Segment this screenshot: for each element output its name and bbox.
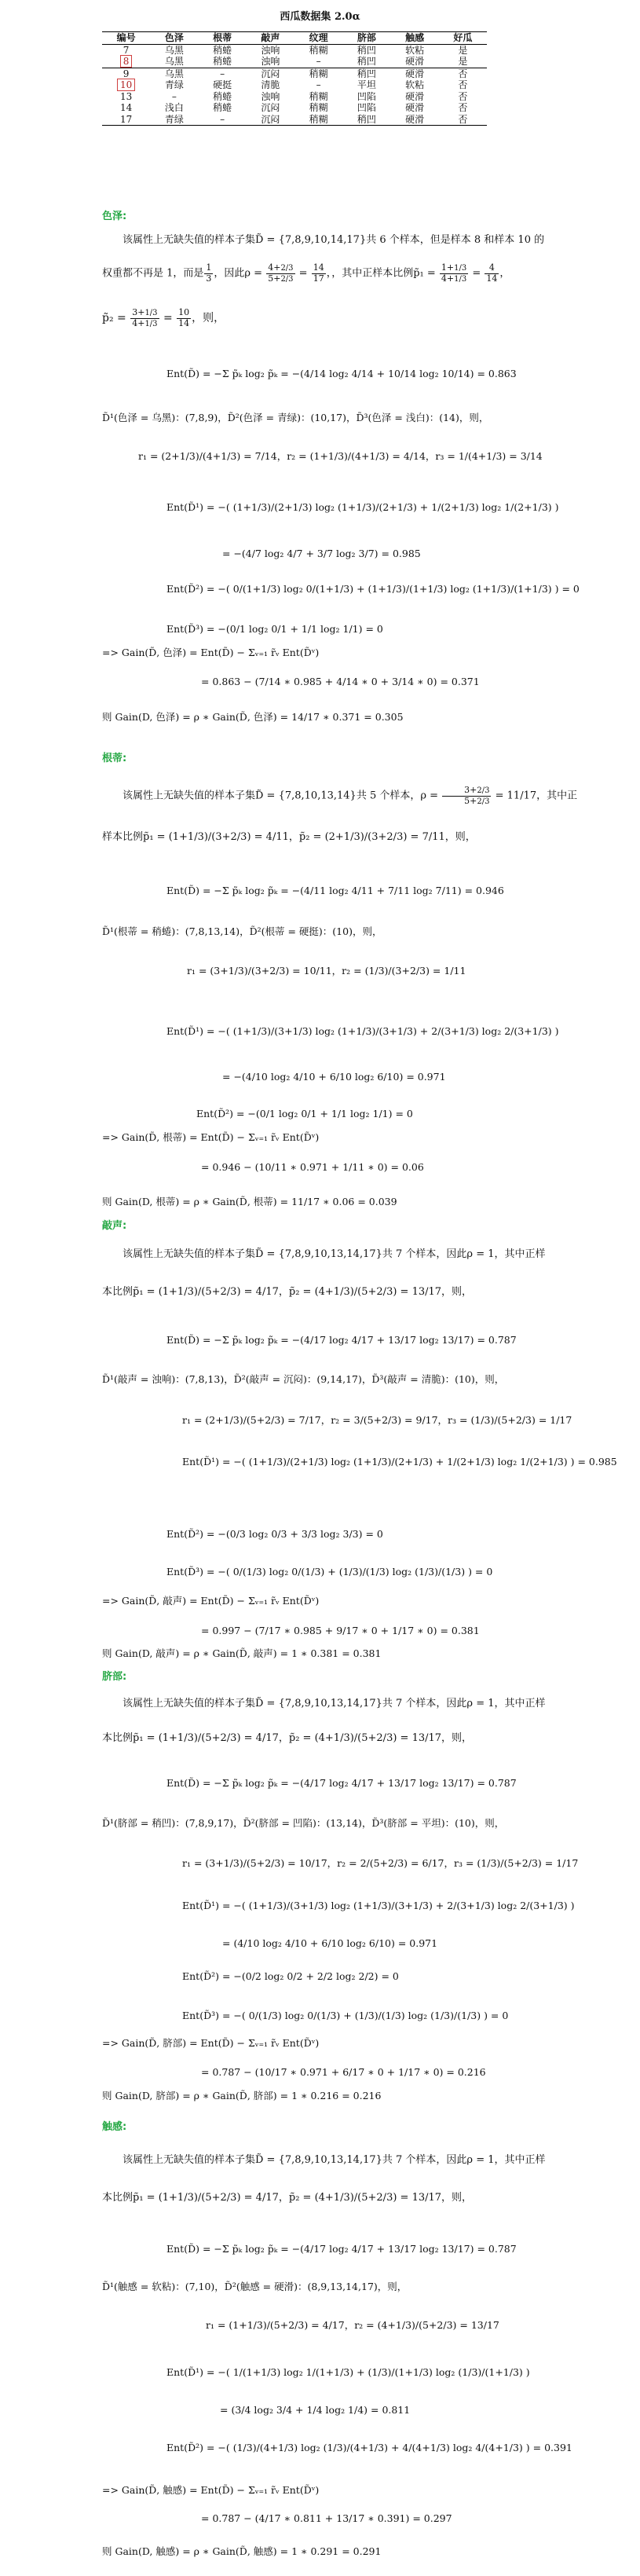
table-cell: 平坦 xyxy=(357,79,376,90)
color-ent-sub1-result: = −(4/7 log₂ 4/7 + 3/7 log₂ 3/7) = 0.985 xyxy=(222,548,421,559)
color-p2-label: p̃₂ = xyxy=(102,312,126,325)
table-cell: 稍糊 xyxy=(309,44,328,56)
touch-gain-formula: => Gain(D̃, 触感) = Ent(D̃) − Σᵥ₌₁ r̃ᵥ Ent(D̃ᵛ) xyxy=(102,2484,320,2496)
table-row xyxy=(102,56,487,68)
sound-gain-value: = 0.997 − (7/17 ∗ 0.985 + 9/17 ∗ 0 + 1/17 ∗ 0) = 0.381 xyxy=(201,1625,480,1636)
table-row xyxy=(102,68,487,79)
root-intro-text: 该属性上无缺失值的样本子集D̃ = {7,8,10,13,14}共 5 个样本，ρ = xyxy=(123,790,439,802)
table-header-cell: 纹理 xyxy=(309,32,328,43)
table-cell: 是 xyxy=(458,44,468,56)
navel-ent-sub1-result: = (4/10 log₂ 4/10 + 6/10 log₂ 6/10) = 0.971 xyxy=(222,1937,438,1949)
table-cell: 14 xyxy=(119,102,133,113)
table-cell: 稍糊 xyxy=(309,68,328,79)
color-ent-sub2: Ent(D̃²) = −( 0/(1+1/3) log₂ 0/(1+1/3) + (1+1/3)/(1+1/3) log₂ (1+1/3)/(1+1/3) ) = 0 xyxy=(166,583,580,595)
table-row xyxy=(102,79,487,91)
table-header-cell: 触感 xyxy=(405,32,425,43)
table-cell: – xyxy=(171,90,177,102)
table-cell: 9 xyxy=(123,68,130,79)
touch-subsets: D̃¹(触感 = 软粘)：(7,10)，D̃²(触感 = 硬滑)：(8,9,13,14,17)，则， xyxy=(102,2281,408,2292)
table-header-cell: 敲声 xyxy=(261,32,280,43)
table-row xyxy=(102,102,487,114)
table-cell: 17 xyxy=(102,114,150,126)
table-cell xyxy=(102,79,150,91)
table-cell: 稍蜷 xyxy=(213,102,232,113)
table-header-cell: 色泽 xyxy=(164,32,184,43)
sound-ent-sub3: Ent(D̃³) = −( 0/(1/3) log₂ 0/(1/3) + (1/3)/(1/3) log₂ (1/3)/(1/3) ) = 0 xyxy=(166,1566,493,1577)
section-heading-sound: 敲声: xyxy=(102,1220,127,1232)
color-ent-sub1: Ent(D̃¹) = −( (1+1/3)/(2+1/3) log₂ (1+1/3)/(2+1/3) + 1/(2+1/3) log₂ 1/(2+1/3) ) xyxy=(166,501,559,513)
color-subsets: D̃¹(色泽 = 乌黑)：(7,8,9)，D̃²(色泽 = 青绿)：(10,17)，D̃³(色泽 = 浅白)：(14)，则， xyxy=(102,412,489,423)
root-gain-formula: => Gain(D̃, 根蒂) = Ent(D̃) − Σᵥ₌₁ r̃ᵥ Ent(D̃ᵛ) xyxy=(102,1131,320,1143)
table-cell: – xyxy=(199,114,247,126)
table-cell: 浊响 xyxy=(247,56,294,68)
table-cell: 凹陷 xyxy=(357,90,376,102)
table-cell: 浅白 xyxy=(164,102,184,113)
root-ent-sub2: Ent(D̃²) = −(0/1 log₂ 0/1 + 1/1 log₂ 1/1) = 0 xyxy=(196,1108,413,1119)
table-cell: 稍凹 xyxy=(357,68,376,79)
table-cell: 青绿 xyxy=(150,114,198,126)
highlighted-id: 8 xyxy=(120,55,133,68)
root-ratios: r₁ = (3+1/3)/(3+2/3) = 10/11，r₂ = (1/3)/(3+2/3) = 1/11 xyxy=(187,965,466,977)
touch-ent-sub1: Ent(D̃¹) = −( 1/(1+1/3) log₂ 1/(1+1/3) + (1/3)/(1+1/3) log₂ (1/3)/(1+1/3) ) xyxy=(166,2366,530,2378)
table-cell: 硬滑 xyxy=(405,102,425,113)
table-cell: 稍蜷 xyxy=(213,44,232,56)
sound-ent-sub1: Ent(D̃¹) = −( (1+1/3)/(2+1/3) log₂ (1+1/3)/(2+1/3) + 1/(2+1/3) log₂ 1/(2+1/3) ) = 0.985 xyxy=(182,1456,617,1468)
sound-ratios: r₁ = (2+1/3)/(5+2/3) = 7/17，r₂ = 3/(5+2/3) = 9/17，r₃ = (1/3)/(5+2/3) = 1/17 xyxy=(182,1414,572,1426)
navel-ent-total: Ent(D̃) = −Σ p̃ₖ log₂ p̃ₖ = −(4/17 log₂ 4/17 + 13/17 log₂ 13/17) = 0.787 xyxy=(166,1777,517,1789)
table-cell: 软粘 xyxy=(405,44,425,56)
sound-subsets: D̃¹(敲声 = 浊响)：(7,8,13)，D̃²(敲声 = 沉闷)：(9,14,17)，D̃³(敲声 = 清脆)：(10)，则， xyxy=(102,1373,505,1385)
table-cell: 凹陷 xyxy=(357,102,376,113)
table-cell: 稍糊 xyxy=(309,90,328,102)
root-intro-tail: = 11/17，其中正 xyxy=(495,790,578,802)
table-cell: 稍凹 xyxy=(342,56,390,68)
navel-ratios: r₁ = (3+1/3)/(5+2/3) = 10/17，r₂ = 2/(5+2/3) = 6/17，r₃ = (1/3)/(5+2/3) = 1/17 xyxy=(182,1857,579,1869)
navel-gain-value: = 0.787 − (10/17 ∗ 0.971 + 6/17 ∗ 0 + 1/17 ∗ 0) = 0.216 xyxy=(201,2066,486,2078)
navel-subsets: D̃¹(脐部 = 稍凹)：(7,8,9,17)，D̃²(脐部 = 凹陷)：(13,14)，D̃³(脐部 = 平坦)：(10)，则， xyxy=(102,1817,505,1829)
sound-intro: 该属性上无缺失值的样本子集D̃ = {7,8,9,10,13,14,17}共 7 个样本，因此ρ = 1，其中正样 xyxy=(123,1248,546,1260)
table-cell: 硬滑 xyxy=(405,68,425,79)
touch-ent-total: Ent(D̃) = −Σ p̃ₖ log₂ p̃ₖ = −(4/17 log₂ 4/17 + 13/17 log₂ 13/17) = 0.787 xyxy=(166,2243,517,2255)
touch-ratios: r₁ = (1+1/3)/(5+2/3) = 4/17，r₂ = (4+1/3)/(5+2/3) = 13/17 xyxy=(206,2319,499,2331)
navel-ent-sub3: Ent(D̃³) = −( 0/(1/3) log₂ 0/(1/3) + (1/3)/(1/3) log₂ (1/3)/(1/3) ) = 0 xyxy=(182,2010,509,2021)
table-cell: 稍蜷 xyxy=(199,56,247,68)
section-heading-touch: 触感: xyxy=(102,2121,127,2133)
navel-intro-line2: 本比例p̃₁ = (1+1/3)/(5+2/3) = 4/17，p̃₂ = (4+1/3)/(5+2/3) = 13/17，则， xyxy=(102,1732,473,1744)
color-intro-part3: ，其中正样本比例p̃₁ = xyxy=(331,267,436,280)
sound-ent-sub2: Ent(D̃²) = −(0/3 log₂ 0/3 + 3/3 log₂ 3/3) = 0 xyxy=(166,1528,383,1540)
table-row xyxy=(102,44,487,56)
table-cell: 软粘 xyxy=(405,79,425,90)
touch-intro: 该属性上无缺失值的样本子集D̃ = {7,8,9,10,13,14,17}共 7 个样本，因此ρ = 1，其中正样 xyxy=(123,2154,546,2166)
table-cell: 青绿 xyxy=(164,79,184,90)
sound-gain-formula: => Gain(D̃, 敲声) = Ent(D̃) − Σᵥ₌₁ r̃ᵥ Ent(D̃ᵛ) xyxy=(102,1595,320,1607)
table-header-row xyxy=(102,32,487,45)
table-cell: 7 xyxy=(123,44,130,56)
section-heading-root: 根蒂: xyxy=(102,753,127,764)
table-cell: 稍凹 xyxy=(357,44,376,56)
touch-ent-sub1-result: = (3/4 log₂ 3/4 + 1/4 log₂ 1/4) = 0.811 xyxy=(220,2404,411,2416)
navel-ent-sub1: Ent(D̃¹) = −( (1+1/3)/(3+1/3) log₂ (1+1/3)/(3+1/3) + 2/(3+1/3) log₂ 2/(3+1/3) ) xyxy=(182,1900,575,1911)
table-cell: 浊响 xyxy=(261,90,280,102)
root-ent-sub1-result: = −(4/10 log₂ 4/10 + 6/10 log₂ 6/10) = 0.971 xyxy=(222,1071,446,1083)
root-intro: 该属性上无缺失值的样本子集D̃ = {7,8,10,13,14}共 5 个样本，ρ = $\frac{3+2/3}{5+2/3}$ = 11/17，其中正 xyxy=(123,785,578,806)
table-body xyxy=(102,44,487,126)
table-header-cell: 编号 xyxy=(116,32,136,43)
table-cell: 乌黑 xyxy=(164,44,184,56)
sound-ent-total: Ent(D̃) = −Σ p̃ₖ log₂ p̃ₖ = −(4/17 log₂ 4/17 + 13/17 log₂ 13/17) = 0.787 xyxy=(166,1334,517,1346)
table-cell: 否 xyxy=(458,90,468,102)
navel-intro: 该属性上无缺失值的样本子集D̃ = {7,8,9,10,13,14,17}共 7 个样本，因此ρ = 1，其中正样 xyxy=(123,1698,546,1709)
touch-ent-sub2: Ent(D̃²) = −( (1/3)/(4+1/3) log₂ (1/3)/(4+1/3) + 4/(4+1/3) log₂ 4/(4+1/3) ) = 0.391 xyxy=(166,2442,572,2453)
table-cell: 否 xyxy=(458,102,468,113)
root-ent-total: Ent(D̃) = −Σ p̃ₖ log₂ p̃ₖ = −(4/11 log₂ 4/11 + 7/11 log₂ 7/11) = 0.946 xyxy=(166,885,504,896)
root-subsets: D̃¹(根蒂 = 稍蜷)：(7,8,13,14)，D̃²(根蒂 = 硬挺)：(10)，则， xyxy=(102,925,382,937)
touch-final-gain: 则 Gain(D, 触感) = ρ ∗ Gain(D̃, 触感) = 1 ∗ 0.291 = 0.291 xyxy=(102,2545,382,2557)
table-cell: 乌黑 xyxy=(164,68,184,79)
table-cell: – xyxy=(220,68,225,79)
table-header-cell: 好瓜 xyxy=(453,32,473,43)
table-cell: – xyxy=(294,56,342,68)
table-cell: – xyxy=(316,79,321,90)
root-ent-sub1: Ent(D̃¹) = −( (1+1/3)/(3+1/3) log₂ (1+1/3)/(3+1/3) + 2/(3+1/3) log₂ 2/(3+1/3) ) xyxy=(166,1025,559,1037)
color-ratios: r₁ = (2+1/3)/(4+1/3) = 7/14，r₂ = (1+1/3)/(4+1/3) = 4/14，r₃ = 1/(4+1/3) = 3/14 xyxy=(138,450,543,462)
table-cell: 乌黑 xyxy=(150,56,198,68)
table-row xyxy=(102,114,487,126)
color-final-gain: 则 Gain(D, 色泽) = ρ ∗ Gain(D̃, 色泽) = 14/17 ∗ 0.371 = 0.305 xyxy=(102,711,404,723)
touch-gain-value: = 0.787 − (4/17 ∗ 0.811 + 13/17 ∗ 0.391) = 0.297 xyxy=(201,2512,452,2524)
color-gain-formula: => Gain(D̃, 色泽) = Ent(D̃) − Σᵥ₌₁ r̃ᵥ Ent(D̃ᵛ) xyxy=(102,647,320,658)
root-intro-line2: 样本比例p̃₁ = (1+1/3)/(3+2/3) = 4/11，p̃₂ = (2+1/3)/(3+2/3) = 7/11，则， xyxy=(102,831,476,843)
color-intro-part2: ，因此ρ = xyxy=(214,267,263,280)
root-gain-value: = 0.946 − (10/11 ∗ 0.971 + 1/11 ∗ 0) = 0.06 xyxy=(201,1161,424,1173)
color-intro-line2: 权重都不再是 1，而是 $\frac{1}{3}$ ，因此ρ = $\frac{4+2/3}{5+2/3}$ = $\frac{14}{17}$ ，，其中正样本比例p̃₁ = $\frac{1+1/3}{4+1/3}$ = $\frac{4}{14}$ ， xyxy=(102,262,510,284)
table-header-cell: 脐部 xyxy=(357,32,376,43)
navel-gain-formula: => Gain(D̃, 脐部) = Ent(D̃) − Σᵥ₌₁ r̃ᵥ Ent(D̃ᵛ) xyxy=(102,2037,320,2049)
highlighted-id: 10 xyxy=(117,79,135,91)
table-row xyxy=(102,91,487,103)
navel-ent-sub2: Ent(D̃²) = −(0/2 log₂ 0/2 + 2/2 log₂ 2/2) = 0 xyxy=(182,1970,399,1982)
table-cell xyxy=(102,56,150,68)
table-cell: 清脆 xyxy=(261,79,280,90)
section-heading-color: 色泽: xyxy=(102,211,127,222)
color-intro: 该属性上无缺失值的样本子集D̃ = {7,8,9,10,14,17}共 6 个样本，但是样本 8 和样本 10 的 xyxy=(123,234,545,246)
table-header-cell: 根蒂 xyxy=(213,32,232,43)
table-cell: 硬滑 xyxy=(405,90,425,102)
color-ent-sub3: Ent(D̃³) = −(0/1 log₂ 0/1 + 1/1 log₂ 1/1) = 0 xyxy=(166,623,383,635)
color-p2: p̃₂ = $\frac{3+1/3}{4+1/3}$ = $\frac{10}{14}$ ，则， xyxy=(102,307,225,328)
table-cell: 稍糊 xyxy=(309,102,328,113)
table-cell: 硬滑 xyxy=(391,56,439,68)
table-cell: 稍糊 xyxy=(294,114,342,126)
table-cell: 否 xyxy=(458,68,468,79)
table-cell: 稍蜷 xyxy=(213,90,232,102)
color-intro-part1: 权重都不再是 1，而是 xyxy=(102,267,204,280)
table-cell: 否 xyxy=(439,114,487,126)
color-gain-value: = 0.863 − (7/14 ∗ 0.985 + 4/14 ∗ 0 + 3/14 ∗ 0) = 0.371 xyxy=(201,676,480,687)
table-cell: 浊响 xyxy=(261,44,280,56)
navel-final-gain: 则 Gain(D, 脐部) = ρ ∗ Gain(D̃, 脐部) = 1 ∗ 0.216 = 0.216 xyxy=(102,2090,382,2101)
table-cell: 13 xyxy=(119,90,133,102)
touch-intro-line2: 本比例p̃₁ = (1+1/3)/(5+2/3) = 4/17，p̃₂ = (4+1/3)/(5+2/3) = 13/17，则， xyxy=(102,2192,473,2204)
sound-final-gain: 则 Gain(D, 敲声) = ρ ∗ Gain(D̃, 敲声) = 1 ∗ 0.381 = 0.381 xyxy=(102,1647,382,1659)
sound-intro-line2: 本比例p̃₁ = (1+1/3)/(5+2/3) = 4/17，p̃₂ = (4+1/3)/(5+2/3) = 13/17，则， xyxy=(102,1286,473,1298)
table-cell: 稍凹 xyxy=(342,114,390,126)
table-cell: 硬挺 xyxy=(213,79,232,90)
watermelon-table xyxy=(102,31,487,126)
table-cell: 硬滑 xyxy=(391,114,439,126)
section-heading-navel: 脐部: xyxy=(102,1671,127,1683)
color-ent-total: Ent(D̃) = −Σ p̃ₖ log₂ p̃ₖ = −(4/14 log₂ 4/14 + 10/14 log₂ 10/14) = 0.863 xyxy=(166,368,517,379)
table-cell: 沉闷 xyxy=(261,102,280,113)
table-cell: 否 xyxy=(458,79,468,90)
table-cell: 沉闷 xyxy=(261,68,280,79)
table-cell: 是 xyxy=(439,56,487,68)
table-cell: 沉闷 xyxy=(247,114,294,126)
root-final-gain: 则 Gain(D, 根蒂) = ρ ∗ Gain(D̃, 根蒂) = 11/17 ∗ 0.06 = 0.039 xyxy=(102,1196,397,1207)
table-title: 西瓜数据集 2.0α xyxy=(280,11,360,23)
